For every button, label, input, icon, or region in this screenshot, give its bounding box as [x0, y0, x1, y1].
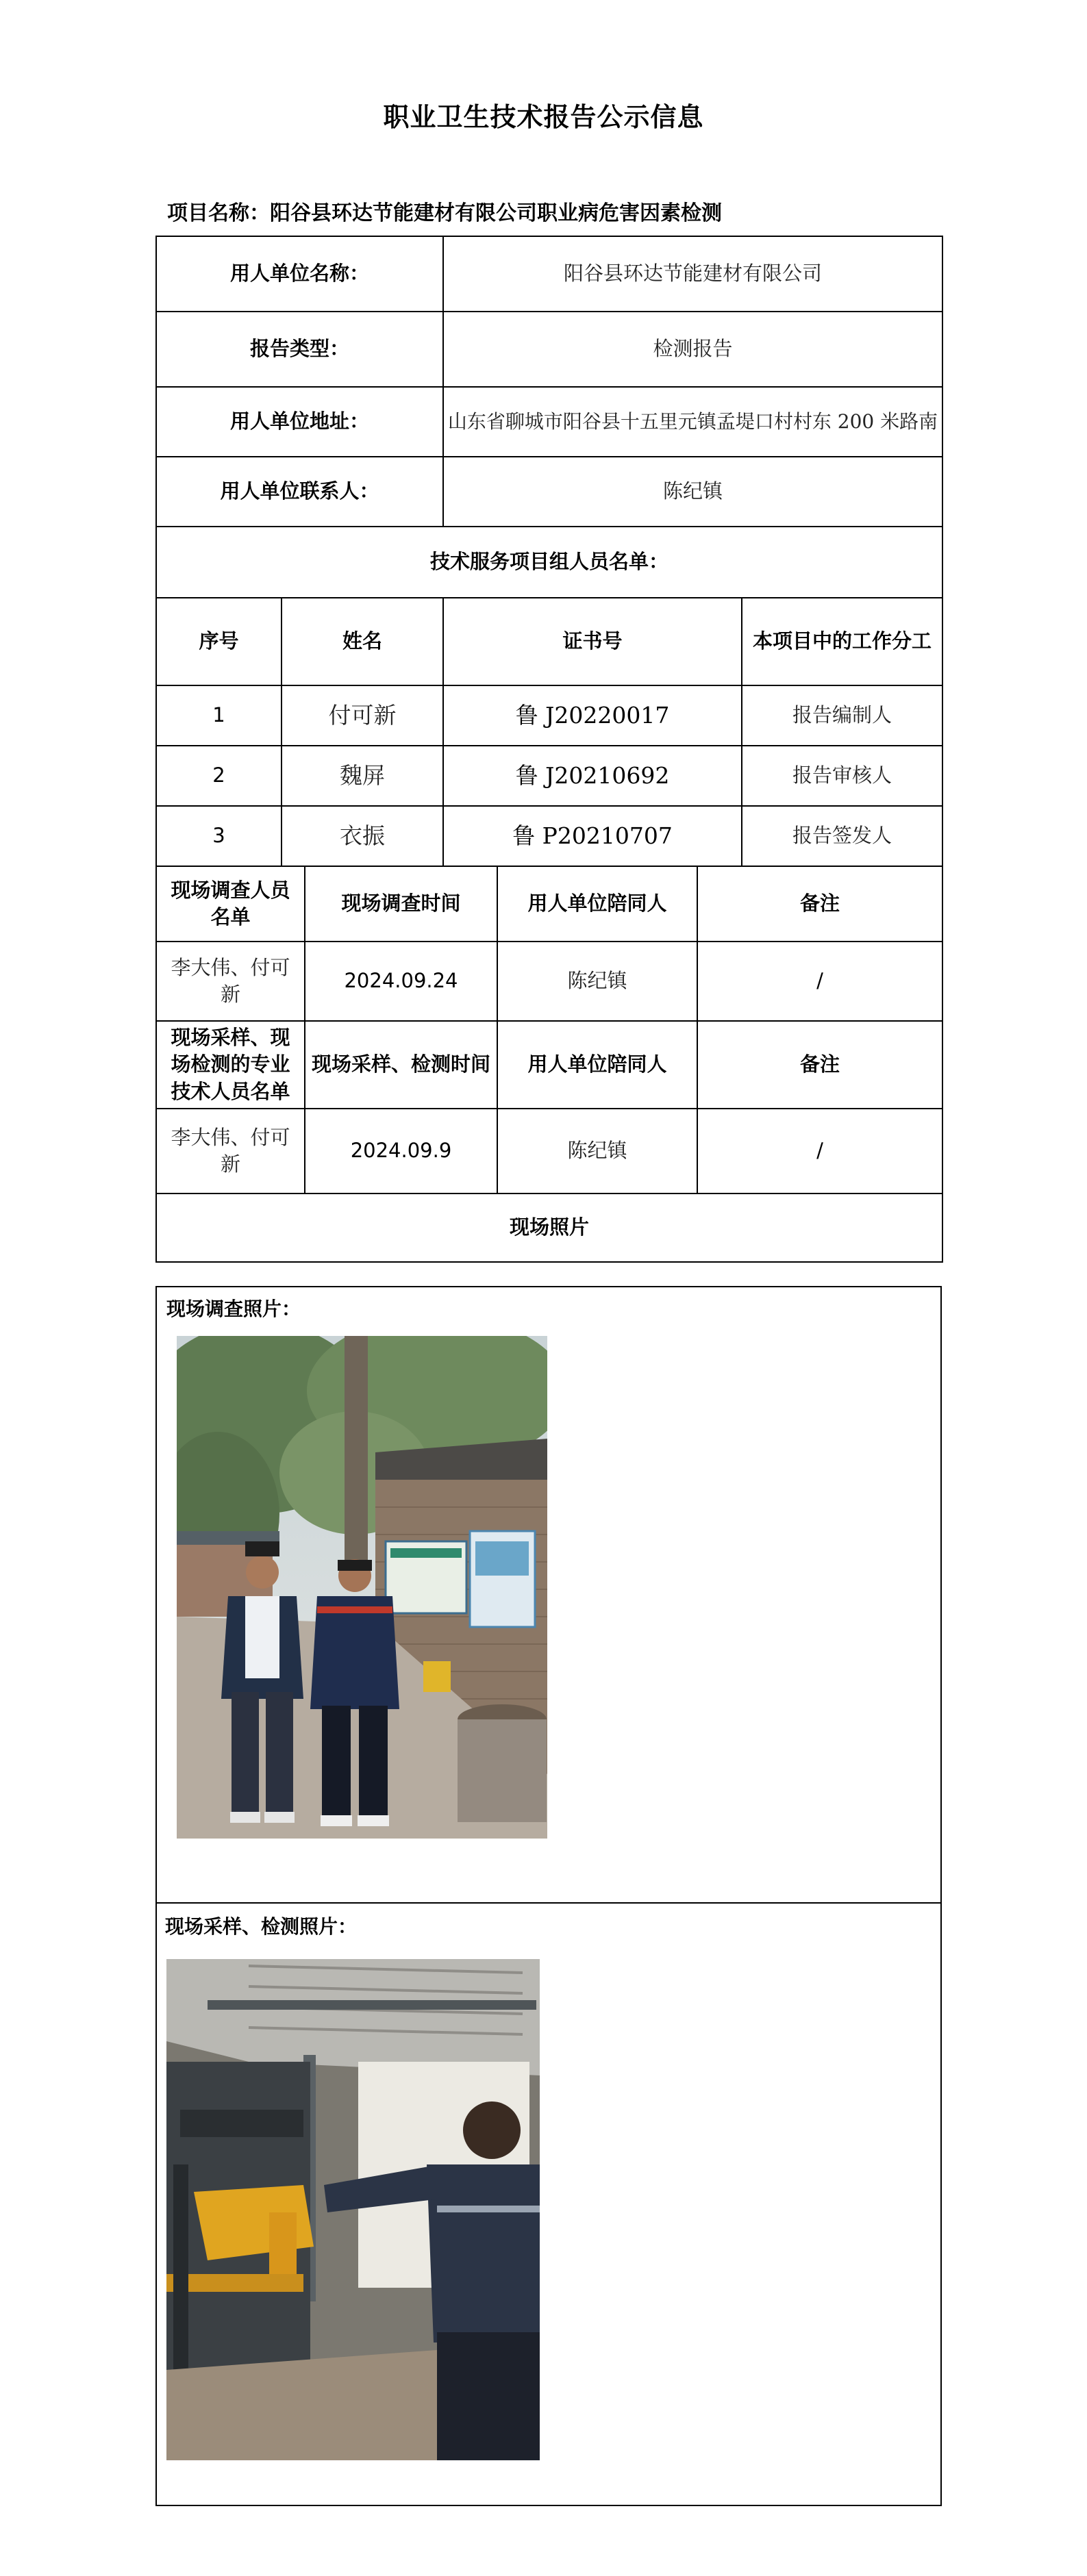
- sampling-header-row: [156, 1021, 942, 1109]
- sampling-staff: 李大伟、付可新: [156, 1109, 305, 1194]
- sampling-note: /: [697, 1109, 942, 1194]
- team-header-name: 姓名: [282, 598, 443, 685]
- project-label: 项目名称：: [167, 201, 270, 225]
- team-heading-row: [156, 527, 942, 598]
- sampling-header-note: 备注: [697, 1021, 942, 1109]
- report-type-label: 报告类型：: [156, 312, 443, 387]
- team-member-no: 1: [156, 685, 282, 746]
- team-member-role: 报告编制人: [742, 685, 942, 746]
- team-row: [156, 746, 942, 806]
- team-member-name: 衣振: [282, 806, 443, 866]
- survey-photo-image: [177, 1336, 547, 1839]
- team-member-cert: 鲁 J20210692: [443, 746, 742, 806]
- team-member-cert: 鲁 J20220017: [443, 685, 742, 746]
- team-row: [156, 685, 942, 746]
- team-member-no: 3: [156, 806, 282, 866]
- survey-photo-box: [155, 1286, 942, 1904]
- photos-heading-row: [156, 1194, 942, 1262]
- contact-row: [156, 457, 942, 527]
- survey-header-time: 现场调查时间: [305, 866, 497, 942]
- sampling-photo-box: [155, 1902, 942, 2506]
- team-header-cert: 证书号: [443, 598, 742, 685]
- survey-staff: 李大伟、付可新: [156, 942, 305, 1021]
- report-type-row: [156, 312, 942, 387]
- survey-time: 2024.09.24: [305, 942, 497, 1021]
- page-title: 职业卫生技术报告公示信息: [383, 102, 704, 132]
- address-value: 山东省聊城市阳谷县十五里元镇孟堤口村村东 200 米路南: [443, 387, 942, 457]
- survey-row: [156, 942, 942, 1021]
- sampling-photo-image: [166, 1959, 540, 2460]
- sampling-header-staff: 现场采样、现场检测的专业技术人员名单: [156, 1021, 305, 1109]
- team-member-name: 付可新: [282, 685, 443, 746]
- employer-name-row: [156, 236, 942, 312]
- team-member-role: 报告签发人: [742, 806, 942, 866]
- team-member-role: 报告审核人: [742, 746, 942, 806]
- survey-escort: 陈纪镇: [497, 942, 697, 1021]
- team-member-name: 魏屏: [282, 746, 443, 806]
- team-header-role: 本项目中的工作分工: [742, 598, 942, 685]
- team-member-no: 2: [156, 746, 282, 806]
- sampling-photo: [166, 1959, 540, 2460]
- employer-name-label: 用人单位名称：: [156, 236, 443, 312]
- address-label: 用人单位地址：: [156, 387, 443, 457]
- team-member-cert: 鲁 P20210707: [443, 806, 742, 866]
- team-heading: 技术服务项目组人员名单：: [156, 527, 942, 598]
- project-value: 阳谷县环达节能建材有限公司职业病危害因素检测: [270, 201, 722, 225]
- team-row: [156, 806, 942, 866]
- photos-heading: 现场照片: [156, 1194, 942, 1262]
- survey-photo: [177, 1336, 547, 1839]
- report-type-value: 检测报告: [443, 312, 942, 387]
- team-header-row: [156, 598, 942, 685]
- sampling-escort: 陈纪镇: [497, 1109, 697, 1194]
- survey-header-escort: 用人单位陪同人: [497, 866, 697, 942]
- address-row: [156, 387, 942, 457]
- project-name: [167, 196, 722, 226]
- survey-header-staff: 现场调查人员名单: [156, 866, 305, 942]
- contact-label: 用人单位联系人：: [156, 457, 443, 527]
- contact-value: 陈纪镇: [443, 457, 942, 527]
- sampling-photo-label: 现场采样、检测照片：: [165, 1915, 358, 1938]
- employer-name-value: 阳谷县环达节能建材有限公司: [443, 236, 942, 312]
- survey-note: /: [697, 942, 942, 1021]
- team-header-no: 序号: [156, 598, 282, 685]
- survey-header-note: 备注: [697, 866, 942, 942]
- sampling-header-escort: 用人单位陪同人: [497, 1021, 697, 1109]
- sampling-time: 2024.09.9: [305, 1109, 497, 1194]
- sampling-header-time: 现场采样、检测时间: [305, 1021, 497, 1109]
- survey-photo-label: 现场调查照片：: [166, 1298, 301, 1320]
- survey-header-row: [156, 866, 942, 942]
- sampling-row: [156, 1109, 942, 1194]
- info-table: [155, 236, 943, 1263]
